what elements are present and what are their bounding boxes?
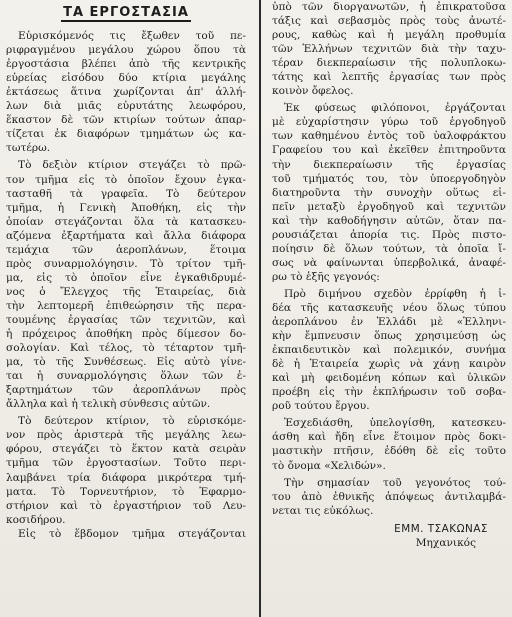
- text-line: ριφραγμένου μεγάλου χώρου ὅπου τὰ: [6, 44, 246, 57]
- text-line: τεμάχια τῶν ἀεροπλάνων, ἕτοιμα: [6, 243, 246, 256]
- text-line: νος ὁ Ἔλεγχος τῆς Ἑταιρείας, διὰ: [6, 285, 246, 298]
- text-line: εὐρείας εἰσόδου δύο κτίρια μεγάλης: [6, 72, 246, 85]
- text-line: καὶ μὴ φειδομένη κόπων καὶ ὑλικῶν: [272, 372, 506, 385]
- text-line: τοῦ τμήματός του, τὸν ὑποεργοδηγὸν: [272, 172, 506, 185]
- text-line: τῶν Ἑλλήνων τεχνιτῶν διὰ τὴν ταχυ-: [272, 43, 506, 56]
- text-line: κὴν ἔμπνευσιν ὅπως χρησιμεύσῃ ὡς: [272, 330, 506, 343]
- text-line: ὁποίαν στεγάζονται ὅλα τὰ κατασκευ-: [6, 215, 246, 228]
- text-line: σως νὰ φαίνωνται ὑπερβολικά, ἀναφέ-: [272, 256, 506, 269]
- text-line: ξαρτημάτων τῶν ἀεροπλάνων πρὸς: [6, 384, 246, 397]
- text-line: ρουσιάζεται ἀπορία τις. Πρὸς πιστο-: [272, 228, 506, 241]
- text-line: των καθημένου ἐντὸς τοῦ ὑαλοφράκτου: [272, 130, 506, 143]
- text-line: πρὸς συναρμολόγησιν. Τὸ τρίτον τμῆ-: [6, 257, 246, 270]
- text-line: ἡ πρόχειρος ἀποθήκη πρὸς δίμεσον δο-: [6, 328, 246, 341]
- text-line: σολογίαν. Καὶ τέλος, τὸ τέταρτον τμῆ-: [6, 342, 246, 355]
- text-line: ματα. Τὸ Τορνευτήριον, τὸ Ἐφαρμο-: [6, 485, 246, 498]
- text-line: Ἐκ φύσεως φιλόπονοι, ἐργάζονται: [284, 102, 506, 115]
- text-line: πεῖν μεταξὺ ἐργοδηγοῦ καὶ τεχνιτῶν: [272, 200, 506, 213]
- text-line: προέβη εἰς τὴν ἐκπλήρωσιν τοῦ σοβα-: [272, 386, 506, 399]
- text-line: μα, εἰς τὸ ὁποῖον εἶνε ἐγκαθιδρυμέ-: [6, 271, 246, 284]
- text-line: του ἀπὸ ἐθνικῆς ἀπόψεως ἀντιλαμβά-: [272, 490, 506, 503]
- text-line: ται ἡ συναρμολόγησις ὅλων τῶν ἐ-: [6, 370, 246, 383]
- text-line: τὸ ὄνομα «Χελιδών».: [272, 459, 386, 472]
- text-line: τασταθῆ τὰ γραφεῖα. Τὸ δεύτερον: [6, 187, 246, 200]
- text-line: άσθη καὶ ἤδη εἶνε ἕτοιμον πρὸς δοκι-: [272, 431, 506, 444]
- text-line: στήριον καὶ τὸ ἐργαστήριον τοῦ Λευ-: [6, 499, 246, 512]
- text-line: ἄλληλα καὶ ἡ τελικὴ σύνθεσις αὐτῶν.: [6, 398, 211, 411]
- author-role: Μηχανικός: [415, 536, 476, 549]
- text-line: διατηροῦντα τὴν συνοχὴν οὕτως εἰ-: [272, 186, 506, 199]
- text-line: δέα τῆς κατασκευῆς νέου ὅλως τύπου: [272, 301, 506, 314]
- text-line: τὴν διεκπεραίωσιν τῆς ἐργασίας: [272, 158, 506, 171]
- text-line: τον τμῆμα εἰς τὸ ὁποῖον ἔχουν ἐγκα-: [6, 173, 246, 186]
- text-line: ἀεροπλάνου ἐν Ἑλλάδι μὲ «Ἑλληνι-: [272, 316, 506, 329]
- left-column-text: [6, 29, 246, 541]
- text-line: δὲ ἡ Ἑταιρεία χωρὶς νὰ χάνῃ καιρὸν: [272, 358, 506, 371]
- headline-text: ΤΑ ΕΡΓΟΣΤΑΣΙΑ: [63, 5, 189, 20]
- text-line: νον πρὸς ἀριστερὰ τῆς μεγάλης λεω-: [6, 429, 246, 442]
- text-line: κοινὸν ὄφελος.: [272, 85, 354, 98]
- text-line: τουμένης ἐργασίας τῶν τεχνιτῶν, καὶ: [6, 313, 246, 326]
- text-line: Εὑρισκόμενός τις ἔξωθεν τοῦ πε-: [18, 30, 246, 43]
- text-line: Εἰς τὸ ἕβδομον τμῆμα στεγάζονται: [18, 527, 246, 540]
- text-line: ἐργοστάσια βλέπει ἀπὸ τῆς κεντρικῆς: [6, 58, 246, 71]
- text-line: ὑπὸ τῶν διοργανωτῶν, ἡ ἐπικρατοῦσα: [272, 1, 506, 13]
- text-line: Τὸ δεξιὸν κτίριον στεγάζει τὸ πρῶ-: [18, 159, 246, 172]
- text-line: ἕκαστον δὲ τῶν κτιρίων τούτων ἀπαρ-: [6, 114, 246, 127]
- text-line: ποίησιν δὲ ὅλων τούτων, τὰ ὁποῖα ἴ-: [272, 242, 506, 255]
- text-line: Ἐσχεδιάσθη, ὑπελογίσθη, κατεσκευ-: [284, 417, 506, 430]
- text-line: φόρου, στεγάζει τὸ ἕκτον κατὰ σειρὰν: [6, 443, 246, 456]
- text-line: τάξις καὶ σεβασμὸς πρὸς τοὺς ἀνωτέ-: [272, 15, 506, 28]
- text-line: ροῦ τούτου ἔργου.: [272, 400, 370, 413]
- text-line: τμῆμα τῶν ἐργοστασίων. Τοῦτο περι-: [6, 457, 246, 470]
- text-line: λαμβάνει τρία διάφορα μικρότερα τμή-: [6, 471, 246, 484]
- text-line: ρω τὸ ἑξῆς γεγονός:: [272, 270, 380, 283]
- text-line: ἐκπαιδευτικὸν καὶ πολεμικόν, συνήμα: [272, 344, 506, 357]
- text-line: τάτης καὶ λεπτῆς ἐργασίας των πρὸς: [272, 71, 506, 84]
- text-line: μα, τὸ τῆς Συνθέσεως. Εἰς αὐτὸ γίνε-: [6, 356, 246, 369]
- text-line: τὴν λεπτομερῆ ἐπιθεώρησιν τῆς περα-: [6, 299, 246, 312]
- right-column: [264, 0, 512, 617]
- author-name: ΕΜΜ. ΤΣΑΚΩΝΑΣ: [394, 522, 488, 535]
- text-line: Πρὸ διμήνου σχεδὸν ἐρρίφθη ἡ ἰ-: [284, 287, 506, 300]
- text-line: ἐκτάσεως ἅτινα χωρίζονται ἀπ' ἀλλή-: [6, 86, 246, 99]
- text-line: μὲ εὐχαρίστησιν γύρω τοῦ ἐργοδηγοῦ: [272, 116, 506, 129]
- text-line: τίζεται ἐκ διαφόρων τμημάτων ὡς κα-: [6, 128, 246, 141]
- column-divider: [259, 0, 261, 617]
- text-line: Τὸ δεύτερον κτίριον, τὸ εὑρισκόμε-: [18, 415, 246, 428]
- text-line: τμῆμα, ἡ Γενικὴ Ἀποθήκη, εἰς τὴν: [6, 201, 246, 214]
- article-headline: [6, 6, 246, 21]
- text-line: κοσιδήρου.: [6, 513, 66, 526]
- text-line: καὶ τὴν καθοδήγησιν αὐτῶν, ὅταν πα-: [272, 214, 506, 227]
- text-line: αζόμενα ἐξαρτήματα καὶ ἄλλα διάφορα: [6, 229, 246, 242]
- right-column-text: [272, 0, 506, 518]
- text-line: Τὴν σημασίαν τοῦ γεγονότος τού-: [284, 476, 506, 489]
- text-line: λων διὰ μιᾶς εὐρυτάτης λεωφόρου,: [6, 100, 246, 113]
- text-line: τωτέρω.: [6, 142, 51, 155]
- text-line: μαστικὴν πτῆσιν, ἐδόθη δὲ εἰς τοῦτο: [272, 445, 506, 458]
- text-line: νεται τις εὐκόλως.: [272, 504, 374, 517]
- text-line: ρους, καθὼς καὶ ἡ μεγάλη προθυμία: [272, 29, 506, 42]
- text-line: τέραν διεκπεραίωσιν τῆς πολυπλοκω-: [272, 57, 506, 70]
- text-line: Γραφείου του καὶ ἐκεῖθεν ἐπιτηροῦντα: [272, 144, 506, 157]
